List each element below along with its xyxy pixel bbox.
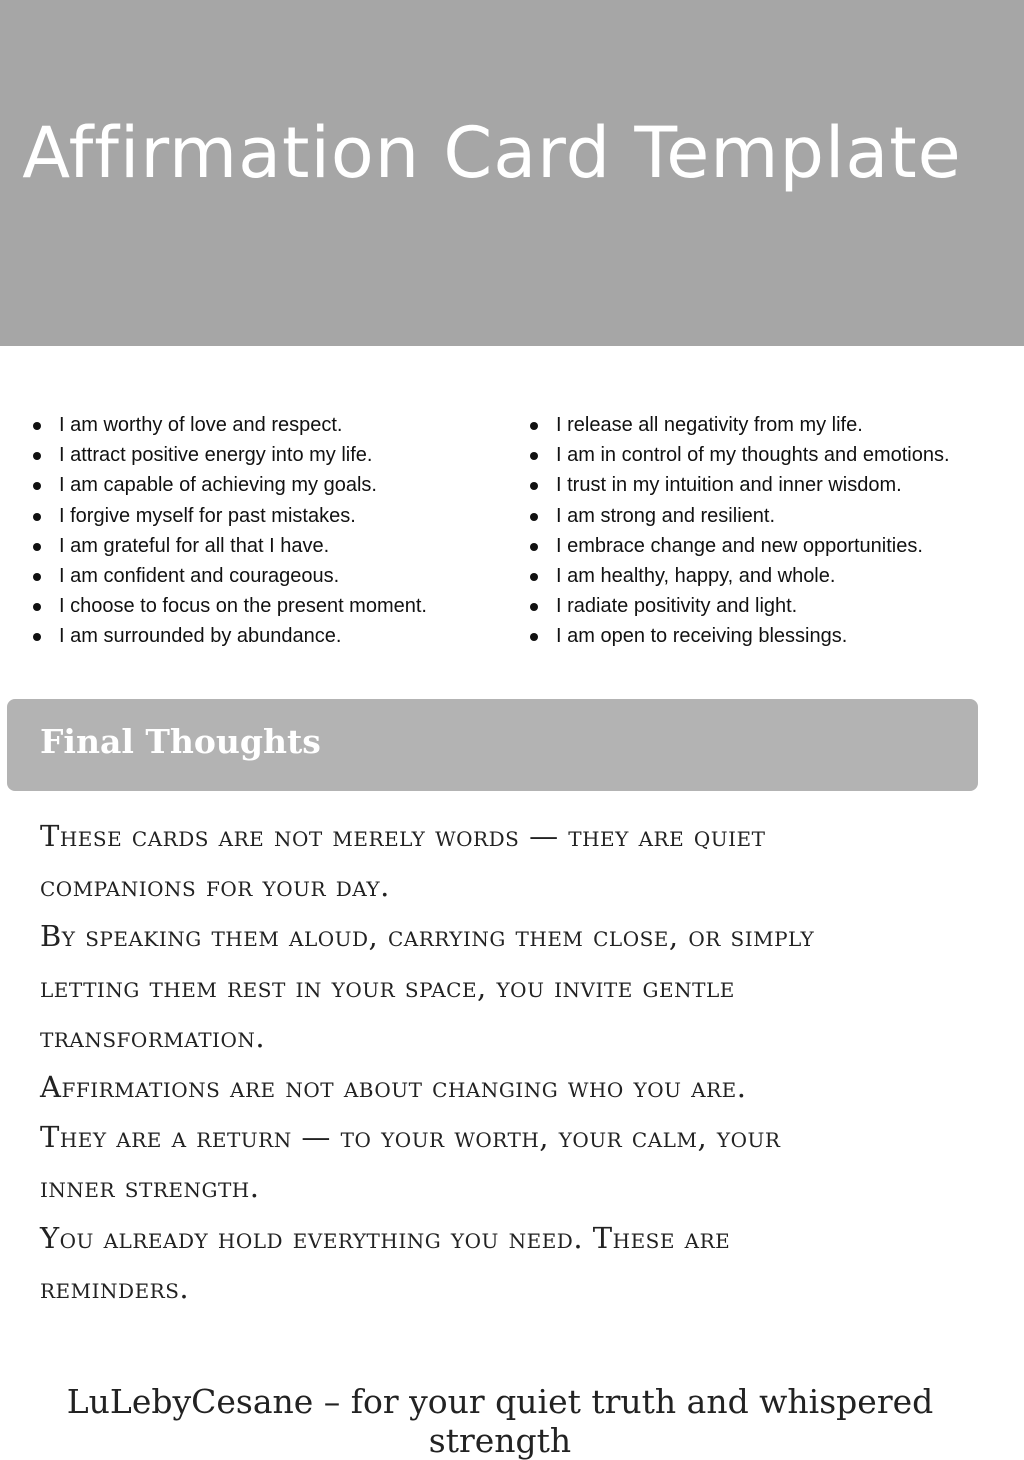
bullet-icon (530, 633, 538, 641)
affirmation-list-right (527, 410, 1007, 652)
final-thoughts-title: Final Thoughts (40, 722, 321, 761)
list-item (527, 531, 1007, 561)
bullet-icon (530, 543, 538, 551)
paragraph-line: transformation. (40, 1019, 266, 1054)
list-item (527, 501, 1007, 531)
list-item (30, 410, 500, 440)
list-item (527, 440, 1007, 470)
affirmation-text: I am open to receiving blessings. (556, 625, 848, 648)
paragraph-line: letting them rest in your space, you invite gentle (40, 969, 735, 1004)
bullet-icon (530, 482, 538, 490)
affirmation-text: I am worthy of love and respect. (59, 414, 343, 436)
final-thoughts-body (40, 811, 980, 1313)
affirmation-text: I radiate positivity and light. (556, 595, 798, 618)
paragraph-line: Affirmations are not about changing who you are. (40, 1070, 747, 1105)
affirmation-text: I forgive myself for past mistakes. (59, 504, 356, 527)
affirmation-text: I am healthy, happy, and whole. (556, 564, 836, 587)
list-item (527, 410, 1007, 440)
list-item (30, 621, 500, 651)
bullet-icon (33, 543, 41, 551)
affirmation-text: I am in control of my thoughts and emotions. (556, 444, 950, 467)
affirmation-text: I trust in my intuition and inner wisdom. (556, 474, 902, 497)
paragraph-line: These cards are not merely words — they are quiet (40, 819, 766, 853)
bullet-icon (33, 573, 41, 581)
list-item (30, 531, 500, 561)
affirmation-text: I am surrounded by abundance. (59, 625, 342, 648)
paragraph-line: reminders. (40, 1270, 190, 1305)
affirmation-text: I choose to focus on the present moment. (59, 595, 427, 618)
list-item (30, 591, 500, 621)
affirmation-text: I am confident and courageous. (59, 564, 340, 587)
bullet-icon (530, 513, 538, 521)
list-item (527, 621, 1007, 651)
bullet-icon (33, 603, 41, 611)
bullet-icon (33, 452, 41, 460)
bullet-icon (530, 603, 538, 611)
signature-line: LuLebyCesane – for your quiet truth and whispered strength (66, 1382, 934, 1460)
affirmation-text: I am strong and resilient. (556, 504, 775, 527)
affirmation-text: I attract positive energy into my life. (59, 444, 373, 467)
paragraph-line: By speaking them aloud, carrying them close, or simply (40, 919, 815, 954)
affirmation-text: I embrace change and new opportunities. (556, 534, 923, 557)
list-item (527, 561, 1007, 591)
paragraph-line: companions for your day. (40, 869, 390, 904)
paragraph-line: inner strength. (40, 1170, 260, 1205)
affirmation-text: I am grateful for all that I have. (59, 534, 330, 557)
list-item (30, 440, 500, 470)
bullet-icon (530, 422, 538, 430)
list-item (527, 470, 1007, 500)
list-item (30, 561, 500, 591)
bullet-icon (530, 452, 538, 460)
affirmation-text: I am capable of achieving my goals. (59, 474, 377, 497)
list-item (30, 501, 500, 531)
paragraph-line: You already hold everything you need. These are (40, 1220, 731, 1255)
affirmation-list-left (30, 410, 500, 652)
list-item (30, 470, 500, 500)
paragraph-line: They are a return — to your worth, your calm, your (40, 1120, 781, 1155)
bullet-icon (33, 513, 41, 521)
bullet-icon (33, 482, 41, 490)
bullet-icon (33, 633, 41, 641)
bullet-icon (33, 422, 41, 430)
list-item (527, 591, 1007, 621)
affirmation-text: I release all negativity from my life. (556, 414, 863, 436)
page-title: Affirmation Card Template (22, 112, 962, 194)
bullet-icon (530, 573, 538, 581)
